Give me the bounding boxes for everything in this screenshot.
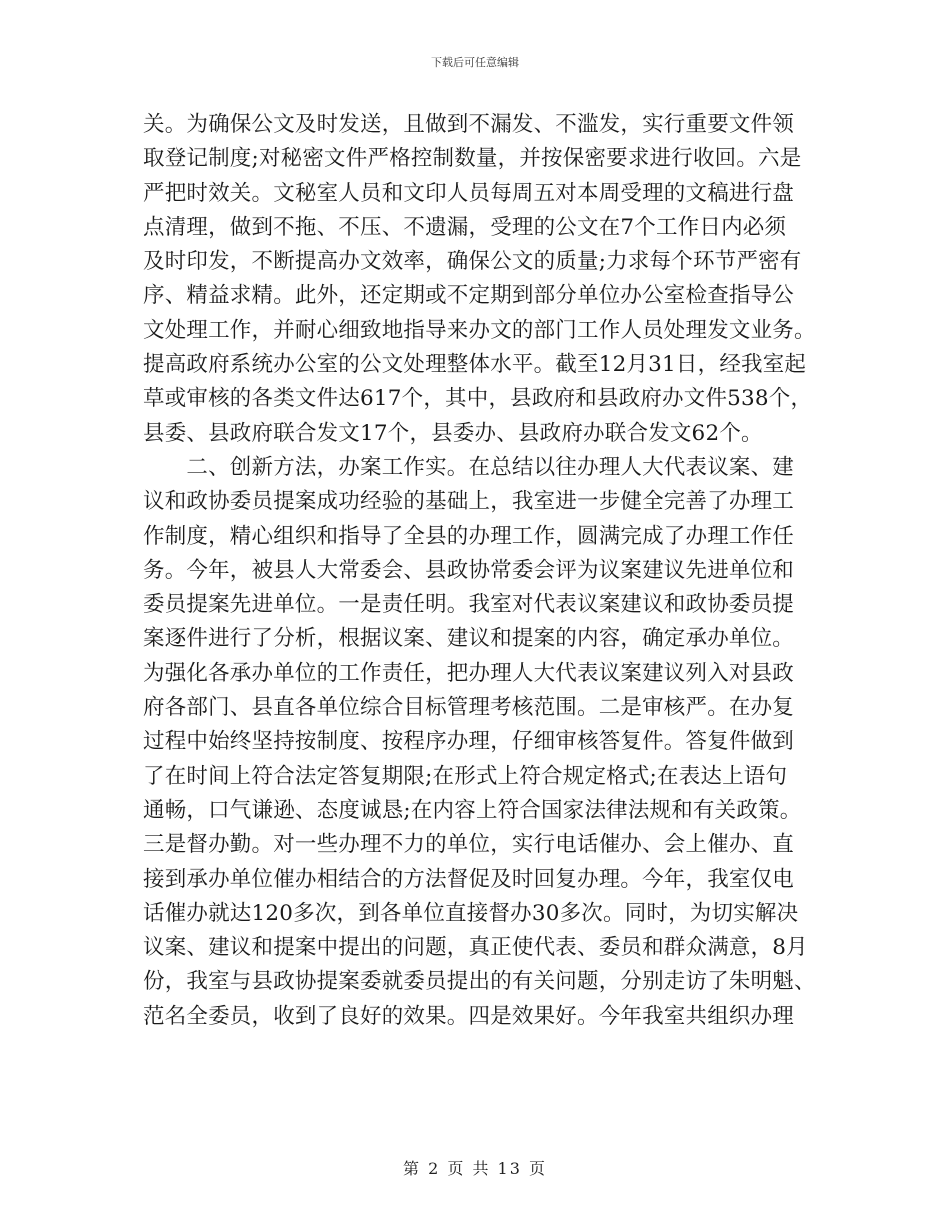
text-line: 议和政协委员提案成功经验的基础上，我室进一步健全完善了办理工	[143, 489, 795, 515]
text-line: 县委、县政府联合发文17个，县委办、县政府办联合发文62个。	[143, 420, 763, 446]
text-line: 案逐件进行了分析，根据议案、建议和提案的内容，确定承办单位。	[143, 626, 795, 652]
text-line: 严把时效关。文秘室人员和文印人员每周五对本周受理的文稿进行盘	[143, 180, 795, 206]
text-line: 份，我室与县政协提案委就委员提出的有关问题，分别走访了朱明魁、	[143, 969, 816, 995]
text-line: 序、精益求精。此外，还定期或不定期到部分单位办公室检查指导公	[143, 283, 795, 309]
text-line: 务。今年，被县人大常委会、县政协常委会评为议案建议先进单位和	[143, 557, 795, 583]
text-line: 府各部门、县直各单位综合目标管理考核范围。二是审核严。在办复	[143, 695, 795, 721]
text-line: 二、创新方法，办案工作实。在总结以往办理人大代表议案、建	[143, 454, 795, 480]
text-line: 议案、建议和提案中提出的问题，真正使代表、委员和群众满意，8月	[143, 935, 808, 961]
page-number-footer: 第 2 页 共 13 页	[403, 1159, 547, 1178]
text-line: 了在时间上符合法定答复期限;在形式上符合规定格式;在表达上语句	[143, 763, 788, 789]
text-line: 过程中始终坚持按制度、按程序办理，仔细审核答复件。答复件做到	[143, 729, 795, 755]
text-line: 文处理工作，并耐心细致地指导来办文的部门工作人员处理发文业务。	[143, 317, 816, 343]
text-line: 范名全委员，收到了良好的效果。四是效果好。今年我室共组织办理	[143, 1003, 795, 1029]
text-line: 为强化各承办单位的工作责任，把办理人大代表议案建议列入对县政	[143, 660, 795, 686]
page-header-note: 下载后可任意编辑	[431, 56, 519, 69]
text-line: 话催办就达120多次，到各单位直接督办30多次。同时，为切实解决	[143, 900, 799, 926]
text-line: 点清理，做到不拖、不压、不遗漏，受理的公文在7个工作日内必须	[143, 214, 787, 240]
text-line: 通畅，口气谦逊、态度诚恳;在内容上符合国家法律法规和有关政策。	[143, 797, 802, 823]
text-line: 取登记制度;对秘密文件严格控制数量，并按保密要求进行收回。六是	[143, 146, 802, 172]
text-line: 委员提案先进单位。一是责任明。我室对代表议案建议和政协委员提	[143, 592, 795, 618]
text-line: 草或审核的各类文件达617个，其中，县政府和县政府办文件538个，	[143, 386, 813, 412]
text-line: 三是督办勤。对一些办理不力的单位，实行电话催办、会上催办、直	[143, 832, 795, 858]
text-line: 接到承办单位催办相结合的方法督促及时回复办理。今年，我室仅电	[143, 866, 795, 892]
text-line: 及时印发，不断提高办文效率，确保公文的质量;力求每个环节严密有	[143, 249, 802, 275]
document-body	[143, 108, 816, 1034]
text-line: 关。为确保公文及时发送，且做到不漏发、不滥发，实行重要文件领	[143, 112, 795, 137]
text-line: 作制度，精心组织和指导了全县的办理工作，圆满完成了办理工作任	[143, 523, 795, 549]
text-line: 提高政府系统办公室的公文处理整体水平。截至12月31日，经我室起	[143, 352, 807, 378]
